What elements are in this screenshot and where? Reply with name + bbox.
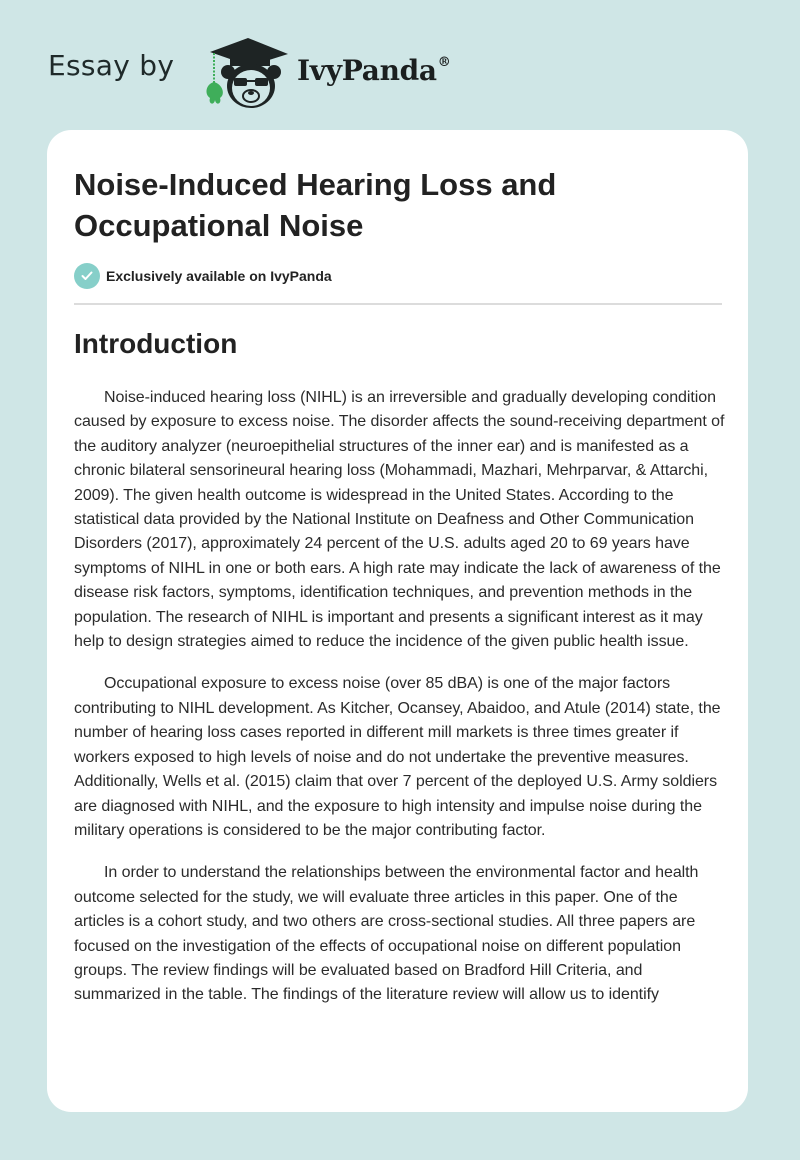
paragraph: In order to understand the relationships between the environmental factor and health outcome selected for the study, we will evaluate three articles in this paper. One of the articles is a cohort study, and two others are cross-sectional studies. All three papers are focused on the investigation of the effects of occupational noise on different population groups. The review findings will be evaluated based on Bradford Hill Criteria, and summarized in the table. The findings of the literature review will allow us to identify xyxy=(74,864,699,1004)
paragraph: Occupational exposure to excess noise (over 85 dBA) is one of the major factors contributing to NIHL development. As Kitcher, Ocansey, Abaidoo, and Atule (2014) state, the number of hearing loss cases reported in different mill markets is three times greater if workers exposed to high levels of noise and do not undertake the preventive measures. Additionally, Wells et al. (2015) claim that over 7 percent of the deployed U.S. Army soldiers are diagnosed with NIHL, and the exposure to high intensity and impulse noise during the military operations is considered to be the major contributing factor. xyxy=(74,675,721,839)
essay-by-label: Essay by xyxy=(48,49,175,82)
paragraph: Noise-induced hearing loss (NIHL) is an irreversible and gradually developing condition caused by exposure to excess noise. The disorder affects the sound-receiving department of the auditory analyzer (neuroepithelial structures of the inner ear) and is manifested as a chronic bilateral sensorineural hearing loss (Mohammadi, Mazhari, Mehrparvar, & Attarchi, 2009). The given health outcome is widespread in the United States. According to the statistical data provided by the National Institute on Deafness and Other Communication Disorders (2017), approximately 24 percent of the U.S. adults aged 20 to 69 years have symptoms of NIHL in one or both ears. A high rate may indicate the lack of awareness of the disease risk factors, symptoms, identification techniques, and prevention methods in the population. The research of NIHL is important and presents a significant interest as it may help to design strategies aimed to reduce the incidence of the given public health issue. xyxy=(74,389,725,651)
exclusive-badge xyxy=(74,263,332,289)
essay-body xyxy=(74,386,726,1026)
panda-logo-icon[interactable] xyxy=(200,36,292,110)
site-header xyxy=(0,0,800,130)
exclusive-text: Exclusively available on IvyPanda xyxy=(106,268,332,284)
divider xyxy=(74,303,722,305)
registered-mark: ® xyxy=(437,54,451,70)
section-heading-introduction: Introduction xyxy=(74,328,238,359)
brand-text: IvyPanda xyxy=(297,54,437,87)
brand-name[interactable] xyxy=(297,54,450,87)
essay-card xyxy=(47,130,748,1112)
check-circle-icon xyxy=(74,263,100,289)
essay-title: Noise-Induced Hearing Loss and Occupational Noise xyxy=(74,167,557,243)
